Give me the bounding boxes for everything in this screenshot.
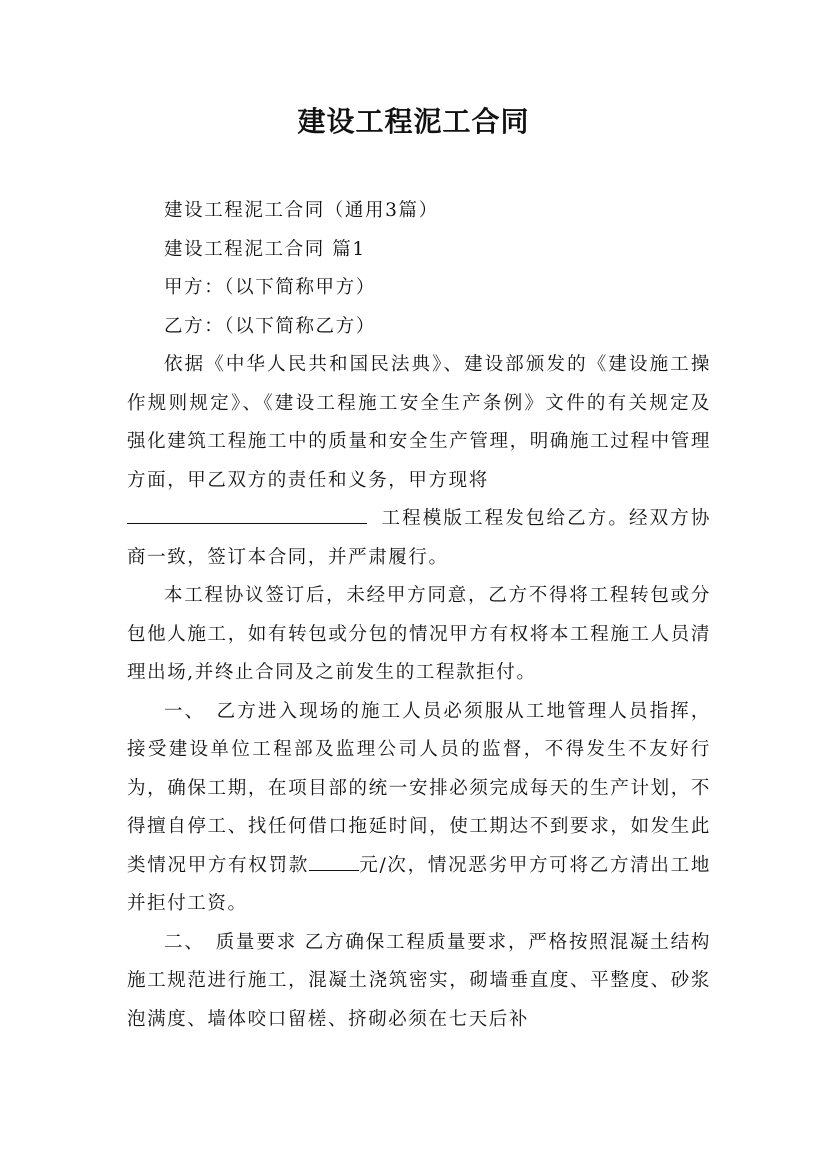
party-b-line: 乙方：（以下简称乙方） [164, 315, 376, 337]
document-body [127, 192, 711, 1039]
basis-text-2: 工程模版工程发包给乙方。经双方协商一致，签订本合同，并严肃履行。 [127, 508, 711, 568]
document-title: 建设工程泥工合同 [297, 105, 530, 138]
basis-paragraph [127, 346, 711, 577]
fine-amount-blank [309, 848, 359, 871]
no-subcontract-paragraph: 本工程协议签订后，未经甲方同意，乙方不得将工程转包或分包他人施工，如有转包或分包的情况甲方有权将本工程施工人员清理出场,并终止合同及之前发生的工程款拒付。 [127, 585, 711, 683]
clause-1-text-2: 元/次，情况恶劣甲方可将乙方清出工地并拒付工资。 [127, 854, 711, 914]
party-a-line: 甲方：（以下简称甲方） [164, 277, 376, 298]
basis-text-1: 依据《中华人民共和国民法典》、建设部颁发的《建设施工操作规则规定》、《建设工程施工安全生产条例》文件的有关规定及强化建筑工程施工中的质量和安全生产管理，明确施工过程中管理方面，甲乙双方的责任和义务，甲方现将 [127, 354, 711, 491]
section-heading: 建设工程泥工合同 篇1 [164, 238, 366, 260]
clause-1-text-1: 一、 乙方进入现场的施工人员必须服从工地管理人员指挥，接受建设单位工程部及监理公司人员的监督，不得发生不友好行为，确保工期，在项目部的统一安排必须完成每天的生产计划，不得擅自停工、找任何借口拖延时间，使工期达不到要求，如发生此类情况甲方有权罚款 [127, 700, 711, 876]
document-subtitle: 建设工程泥工合同（通用3篇） [164, 200, 439, 221]
clause-1-paragraph [127, 693, 711, 924]
clause-2-paragraph: 二、 质量要求 乙方确保工程质量要求，严格按照混凝土结构施工规范进行施工，混凝土浇筑密实，砌墙垂直度、平整度、砂浆泡满度、墙体咬口留槎、挤砌必须在七天后补 [127, 931, 711, 1030]
project-name-blank [127, 501, 367, 524]
